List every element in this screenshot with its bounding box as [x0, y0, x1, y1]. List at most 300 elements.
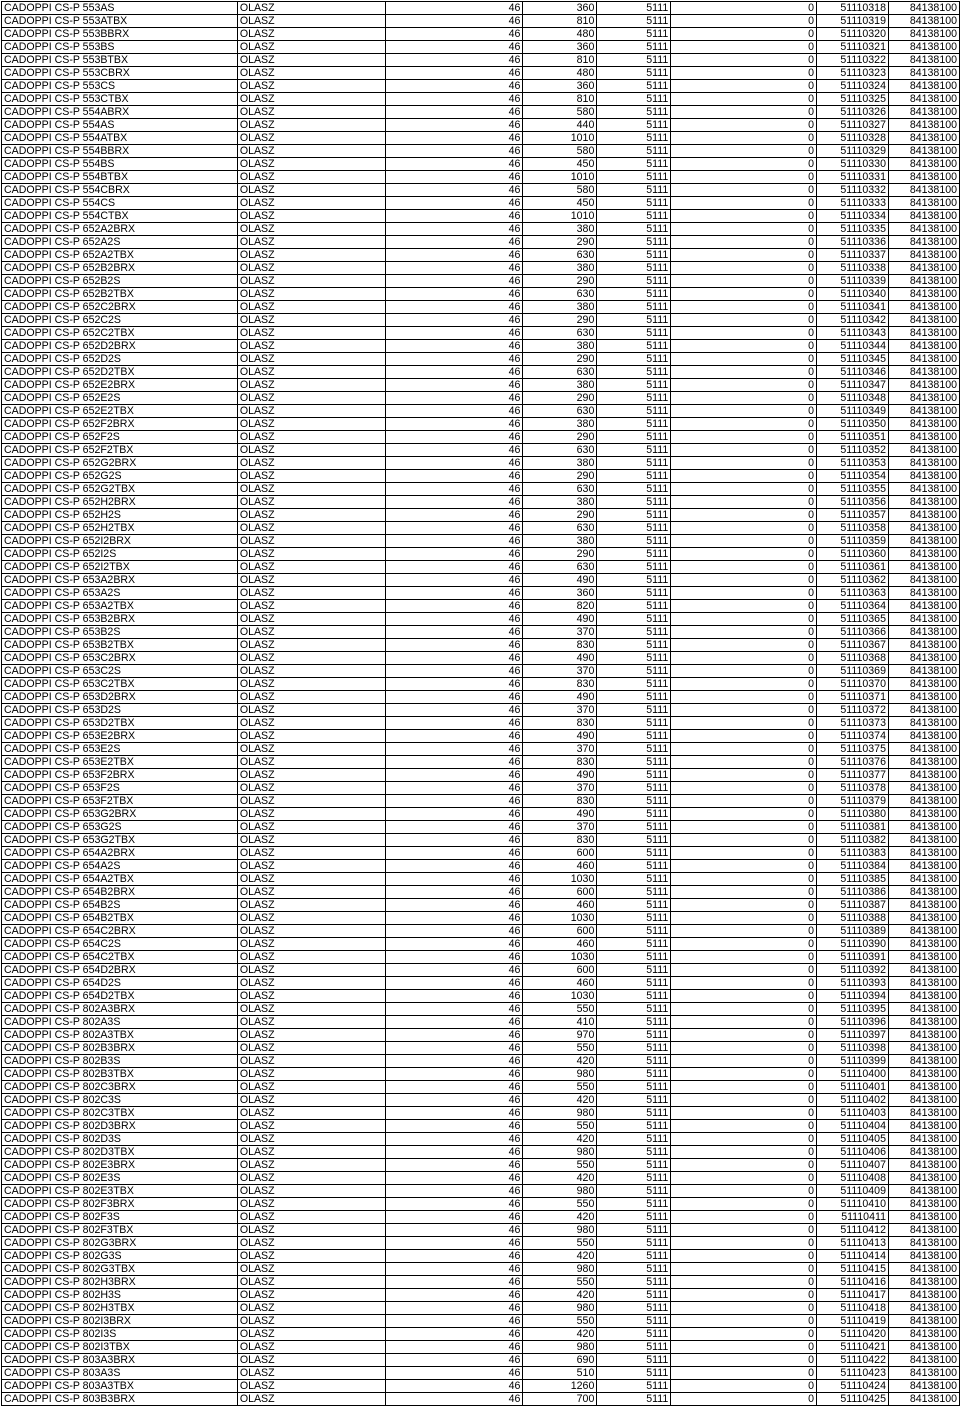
account-cell: 5111 — [597, 860, 671, 873]
account-cell: 5111 — [597, 1003, 671, 1016]
customs-code-cell: 84138100 — [888, 80, 959, 93]
article-number-cell: 51110415 — [817, 1263, 889, 1276]
quantity-cell: 490 — [523, 808, 597, 821]
table-row — [2, 340, 960, 353]
quantity-cell: 380 — [523, 262, 597, 275]
customs-code-cell: 84138100 — [888, 470, 959, 483]
customs-code-cell: 84138100 — [888, 990, 959, 1003]
origin-cell: OLASZ — [237, 236, 385, 249]
customs-code-cell: 84138100 — [888, 652, 959, 665]
product-name-cell: CADOPPI CS-P 802I3BRX — [2, 1315, 238, 1328]
table-row — [2, 626, 960, 639]
article-number-cell: 51110321 — [817, 41, 889, 54]
account-cell: 5111 — [597, 548, 671, 561]
code-cell: 46 — [385, 41, 523, 54]
zero-cell: 0 — [671, 509, 817, 522]
origin-cell: OLASZ — [237, 717, 385, 730]
product-name-cell: CADOPPI CS-P 802I3TBX — [2, 1341, 238, 1354]
quantity-cell: 630 — [523, 288, 597, 301]
quantity-cell: 290 — [523, 509, 597, 522]
quantity-cell: 1030 — [523, 951, 597, 964]
code-cell: 46 — [385, 886, 523, 899]
customs-code-cell: 84138100 — [888, 769, 959, 782]
customs-code-cell: 84138100 — [888, 119, 959, 132]
article-number-cell: 51110329 — [817, 145, 889, 158]
zero-cell: 0 — [671, 756, 817, 769]
article-number-cell: 51110399 — [817, 1055, 889, 1068]
code-cell: 46 — [385, 1302, 523, 1315]
account-cell: 5111 — [597, 1380, 671, 1393]
article-number-cell: 51110349 — [817, 405, 889, 418]
account-cell: 5111 — [597, 912, 671, 925]
article-number-cell: 51110408 — [817, 1172, 889, 1185]
article-number-cell: 51110389 — [817, 925, 889, 938]
customs-code-cell: 84138100 — [888, 210, 959, 223]
account-cell: 5111 — [597, 1146, 671, 1159]
product-name-cell: CADOPPI CS-P 802H3TBX — [2, 1302, 238, 1315]
account-cell: 5111 — [597, 561, 671, 574]
zero-cell: 0 — [671, 1341, 817, 1354]
table-row — [2, 925, 960, 938]
customs-code-cell: 84138100 — [888, 886, 959, 899]
quantity-cell: 630 — [523, 483, 597, 496]
zero-cell: 0 — [671, 1211, 817, 1224]
origin-cell: OLASZ — [237, 1055, 385, 1068]
account-cell: 5111 — [597, 106, 671, 119]
account-cell: 5111 — [597, 1068, 671, 1081]
product-name-cell: CADOPPI CS-P 553CBRX — [2, 67, 238, 80]
article-number-cell: 51110361 — [817, 561, 889, 574]
article-number-cell: 51110405 — [817, 1133, 889, 1146]
zero-cell: 0 — [671, 795, 817, 808]
account-cell: 5111 — [597, 704, 671, 717]
account-cell: 5111 — [597, 1094, 671, 1107]
table-row — [2, 1328, 960, 1341]
origin-cell: OLASZ — [237, 769, 385, 782]
quantity-cell: 380 — [523, 379, 597, 392]
origin-cell: OLASZ — [237, 795, 385, 808]
table-row — [2, 1120, 960, 1133]
customs-code-cell: 84138100 — [888, 782, 959, 795]
article-number-cell: 51110337 — [817, 249, 889, 262]
account-cell: 5111 — [597, 223, 671, 236]
zero-cell: 0 — [671, 418, 817, 431]
account-cell: 5111 — [597, 665, 671, 678]
code-cell: 46 — [385, 1185, 523, 1198]
quantity-cell: 550 — [523, 1120, 597, 1133]
product-name-cell: CADOPPI CS-P 652A2TBX — [2, 249, 238, 262]
customs-code-cell: 84138100 — [888, 41, 959, 54]
zero-cell: 0 — [671, 1042, 817, 1055]
customs-code-cell: 84138100 — [888, 327, 959, 340]
zero-cell: 0 — [671, 275, 817, 288]
code-cell: 46 — [385, 600, 523, 613]
account-cell: 5111 — [597, 418, 671, 431]
article-number-cell: 51110336 — [817, 236, 889, 249]
product-name-cell: CADOPPI CS-P 654D2TBX — [2, 990, 238, 1003]
origin-cell: OLASZ — [237, 379, 385, 392]
table-row — [2, 483, 960, 496]
quantity-cell: 630 — [523, 522, 597, 535]
code-cell: 46 — [385, 730, 523, 743]
origin-cell: OLASZ — [237, 626, 385, 639]
article-number-cell: 51110366 — [817, 626, 889, 639]
code-cell: 46 — [385, 1081, 523, 1094]
customs-code-cell: 84138100 — [888, 509, 959, 522]
table-row — [2, 665, 960, 678]
article-number-cell: 51110402 — [817, 1094, 889, 1107]
code-cell: 46 — [385, 1380, 523, 1393]
origin-cell: OLASZ — [237, 106, 385, 119]
product-name-cell: CADOPPI CS-P 652A2S — [2, 236, 238, 249]
table-row — [2, 535, 960, 548]
origin-cell: OLASZ — [237, 1120, 385, 1133]
product-name-cell: CADOPPI CS-P 654C2S — [2, 938, 238, 951]
origin-cell: OLASZ — [237, 912, 385, 925]
zero-cell: 0 — [671, 1081, 817, 1094]
code-cell: 46 — [385, 54, 523, 67]
zero-cell: 0 — [671, 41, 817, 54]
table-row — [2, 821, 960, 834]
article-number-cell: 51110373 — [817, 717, 889, 730]
zero-cell: 0 — [671, 340, 817, 353]
table-row — [2, 1003, 960, 1016]
origin-cell: OLASZ — [237, 548, 385, 561]
origin-cell: OLASZ — [237, 561, 385, 574]
origin-cell: OLASZ — [237, 418, 385, 431]
product-name-cell: CADOPPI CS-P 652B2S — [2, 275, 238, 288]
table-row — [2, 886, 960, 899]
table-row — [2, 1315, 960, 1328]
zero-cell: 0 — [671, 1276, 817, 1289]
quantity-cell: 580 — [523, 184, 597, 197]
zero-cell: 0 — [671, 1289, 817, 1302]
origin-cell: OLASZ — [237, 405, 385, 418]
zero-cell: 0 — [671, 1302, 817, 1315]
product-name-cell: CADOPPI CS-P 654D2S — [2, 977, 238, 990]
origin-cell: OLASZ — [237, 158, 385, 171]
origin-cell: OLASZ — [237, 80, 385, 93]
product-name-cell: CADOPPI CS-P 802C3TBX — [2, 1107, 238, 1120]
product-name-cell: CADOPPI CS-P 653C2BRX — [2, 652, 238, 665]
code-cell: 46 — [385, 1263, 523, 1276]
account-cell: 5111 — [597, 821, 671, 834]
product-name-cell: CADOPPI CS-P 653D2S — [2, 704, 238, 717]
quantity-cell: 370 — [523, 821, 597, 834]
origin-cell: OLASZ — [237, 522, 385, 535]
zero-cell: 0 — [671, 626, 817, 639]
quantity-cell: 630 — [523, 444, 597, 457]
article-number-cell: 51110423 — [817, 1367, 889, 1380]
product-name-cell: CADOPPI CS-P 554CTBX — [2, 210, 238, 223]
quantity-cell: 490 — [523, 574, 597, 587]
product-name-cell: CADOPPI CS-P 652A2BRX — [2, 223, 238, 236]
code-cell: 46 — [385, 2, 523, 15]
table-row — [2, 704, 960, 717]
quantity-cell: 630 — [523, 561, 597, 574]
quantity-cell: 830 — [523, 678, 597, 691]
article-number-cell: 51110352 — [817, 444, 889, 457]
table-row — [2, 1107, 960, 1120]
product-name-cell: CADOPPI CS-P 553BBRX — [2, 28, 238, 41]
customs-code-cell: 84138100 — [888, 1211, 959, 1224]
account-cell: 5111 — [597, 431, 671, 444]
code-cell: 46 — [385, 197, 523, 210]
customs-code-cell: 84138100 — [888, 366, 959, 379]
origin-cell: OLASZ — [237, 288, 385, 301]
product-name-cell: CADOPPI CS-P 652H2S — [2, 509, 238, 522]
quantity-cell: 460 — [523, 938, 597, 951]
code-cell: 46 — [385, 938, 523, 951]
table-row — [2, 301, 960, 314]
zero-cell: 0 — [671, 808, 817, 821]
product-name-cell: CADOPPI CS-P 653F2S — [2, 782, 238, 795]
customs-code-cell: 84138100 — [888, 184, 959, 197]
product-name-cell: CADOPPI CS-P 652I2TBX — [2, 561, 238, 574]
origin-cell: OLASZ — [237, 1276, 385, 1289]
origin-cell: OLASZ — [237, 1068, 385, 1081]
customs-code-cell: 84138100 — [888, 587, 959, 600]
zero-cell: 0 — [671, 873, 817, 886]
table-row — [2, 132, 960, 145]
customs-code-cell: 84138100 — [888, 912, 959, 925]
origin-cell: OLASZ — [237, 756, 385, 769]
product-name-cell: CADOPPI CS-P 652E2BRX — [2, 379, 238, 392]
code-cell: 46 — [385, 899, 523, 912]
customs-code-cell: 84138100 — [888, 1302, 959, 1315]
origin-cell: OLASZ — [237, 639, 385, 652]
account-cell: 5111 — [597, 80, 671, 93]
quantity-cell: 360 — [523, 2, 597, 15]
zero-cell: 0 — [671, 860, 817, 873]
product-name-cell: CADOPPI CS-P 652G2S — [2, 470, 238, 483]
code-cell: 46 — [385, 158, 523, 171]
code-cell: 46 — [385, 431, 523, 444]
origin-cell: OLASZ — [237, 145, 385, 158]
customs-code-cell: 84138100 — [888, 1081, 959, 1094]
zero-cell: 0 — [671, 28, 817, 41]
quantity-cell: 550 — [523, 1081, 597, 1094]
quantity-cell: 580 — [523, 106, 597, 119]
product-name-cell: CADOPPI CS-P 802G3S — [2, 1250, 238, 1263]
zero-cell: 0 — [671, 743, 817, 756]
table-row — [2, 1068, 960, 1081]
quantity-cell: 980 — [523, 1302, 597, 1315]
customs-code-cell: 84138100 — [888, 379, 959, 392]
quantity-cell: 490 — [523, 652, 597, 665]
customs-code-cell: 84138100 — [888, 873, 959, 886]
article-number-cell: 51110331 — [817, 171, 889, 184]
account-cell: 5111 — [597, 171, 671, 184]
product-name-cell: CADOPPI CS-P 802H3S — [2, 1289, 238, 1302]
quantity-cell: 1010 — [523, 171, 597, 184]
article-number-cell: 51110350 — [817, 418, 889, 431]
table-row — [2, 67, 960, 80]
table-row — [2, 1016, 960, 1029]
table-row — [2, 1133, 960, 1146]
quantity-cell: 510 — [523, 1367, 597, 1380]
customs-code-cell: 84138100 — [888, 1315, 959, 1328]
customs-code-cell: 84138100 — [888, 548, 959, 561]
zero-cell: 0 — [671, 1029, 817, 1042]
zero-cell: 0 — [671, 301, 817, 314]
zero-cell: 0 — [671, 561, 817, 574]
article-number-cell: 51110372 — [817, 704, 889, 717]
zero-cell: 0 — [671, 1172, 817, 1185]
article-number-cell: 51110345 — [817, 353, 889, 366]
product-name-cell: CADOPPI CS-P 554CS — [2, 197, 238, 210]
product-name-cell: CADOPPI CS-P 653A2S — [2, 587, 238, 600]
quantity-cell: 290 — [523, 353, 597, 366]
code-cell: 46 — [385, 353, 523, 366]
zero-cell: 0 — [671, 847, 817, 860]
code-cell: 46 — [385, 756, 523, 769]
article-number-cell: 51110363 — [817, 587, 889, 600]
account-cell: 5111 — [597, 782, 671, 795]
code-cell: 46 — [385, 951, 523, 964]
zero-cell: 0 — [671, 730, 817, 743]
customs-code-cell: 84138100 — [888, 756, 959, 769]
table-row — [2, 80, 960, 93]
account-cell: 5111 — [597, 15, 671, 28]
table-row — [2, 743, 960, 756]
customs-code-cell: 84138100 — [888, 821, 959, 834]
code-cell: 46 — [385, 1055, 523, 1068]
quantity-cell: 1030 — [523, 990, 597, 1003]
customs-code-cell: 84138100 — [888, 626, 959, 639]
origin-cell: OLASZ — [237, 1133, 385, 1146]
product-name-cell: CADOPPI CS-P 654B2TBX — [2, 912, 238, 925]
account-cell: 5111 — [597, 392, 671, 405]
customs-code-cell: 84138100 — [888, 54, 959, 67]
origin-cell: OLASZ — [237, 613, 385, 626]
quantity-cell: 600 — [523, 886, 597, 899]
code-cell: 46 — [385, 1341, 523, 1354]
account-cell: 5111 — [597, 288, 671, 301]
table-row — [2, 808, 960, 821]
table-row — [2, 275, 960, 288]
quantity-cell: 290 — [523, 548, 597, 561]
customs-code-cell: 84138100 — [888, 925, 959, 938]
quantity-cell: 820 — [523, 600, 597, 613]
customs-code-cell: 84138100 — [888, 1055, 959, 1068]
origin-cell: OLASZ — [237, 275, 385, 288]
table-row — [2, 1250, 960, 1263]
zero-cell: 0 — [671, 1055, 817, 1068]
code-cell: 46 — [385, 769, 523, 782]
table-row — [2, 1224, 960, 1237]
zero-cell: 0 — [671, 834, 817, 847]
zero-cell: 0 — [671, 548, 817, 561]
product-name-cell: CADOPPI CS-P 803A3BRX — [2, 1354, 238, 1367]
product-name-cell: CADOPPI CS-P 802D3TBX — [2, 1146, 238, 1159]
customs-code-cell: 84138100 — [888, 444, 959, 457]
article-number-cell: 51110322 — [817, 54, 889, 67]
zero-cell: 0 — [671, 964, 817, 977]
account-cell: 5111 — [597, 470, 671, 483]
table-row — [2, 223, 960, 236]
customs-code-cell: 84138100 — [888, 392, 959, 405]
code-cell: 46 — [385, 457, 523, 470]
quantity-cell: 980 — [523, 1146, 597, 1159]
product-name-cell: CADOPPI CS-P 652F2TBX — [2, 444, 238, 457]
quantity-cell: 550 — [523, 1276, 597, 1289]
quantity-cell: 420 — [523, 1328, 597, 1341]
zero-cell: 0 — [671, 1016, 817, 1029]
quantity-cell: 420 — [523, 1250, 597, 1263]
product-name-cell: CADOPPI CS-P 653B2BRX — [2, 613, 238, 626]
table-row — [2, 964, 960, 977]
account-cell: 5111 — [597, 496, 671, 509]
zero-cell: 0 — [671, 483, 817, 496]
table-row — [2, 418, 960, 431]
customs-code-cell: 84138100 — [888, 15, 959, 28]
quantity-cell: 420 — [523, 1289, 597, 1302]
quantity-cell: 1030 — [523, 873, 597, 886]
quantity-cell: 550 — [523, 1315, 597, 1328]
account-cell: 5111 — [597, 1042, 671, 1055]
article-number-cell: 51110417 — [817, 1289, 889, 1302]
customs-code-cell: 84138100 — [888, 314, 959, 327]
product-name-cell: CADOPPI CS-P 654A2TBX — [2, 873, 238, 886]
account-cell: 5111 — [597, 1393, 671, 1406]
product-name-cell: CADOPPI CS-P 554BBRX — [2, 145, 238, 158]
article-number-cell: 51110341 — [817, 301, 889, 314]
account-cell: 5111 — [597, 314, 671, 327]
quantity-cell: 550 — [523, 1003, 597, 1016]
account-cell: 5111 — [597, 1133, 671, 1146]
account-cell: 5111 — [597, 1211, 671, 1224]
account-cell: 5111 — [597, 1341, 671, 1354]
code-cell: 46 — [385, 1393, 523, 1406]
article-number-cell: 51110421 — [817, 1341, 889, 1354]
customs-code-cell: 84138100 — [888, 704, 959, 717]
account-cell: 5111 — [597, 639, 671, 652]
article-number-cell: 51110324 — [817, 80, 889, 93]
zero-cell: 0 — [671, 1068, 817, 1081]
article-number-cell: 51110388 — [817, 912, 889, 925]
article-number-cell: 51110424 — [817, 1380, 889, 1393]
quantity-cell: 830 — [523, 795, 597, 808]
origin-cell: OLASZ — [237, 392, 385, 405]
zero-cell: 0 — [671, 1263, 817, 1276]
quantity-cell: 420 — [523, 1211, 597, 1224]
table-row — [2, 197, 960, 210]
product-name-cell: CADOPPI CS-P 653E2S — [2, 743, 238, 756]
account-cell: 5111 — [597, 275, 671, 288]
code-cell: 46 — [385, 1003, 523, 1016]
article-number-cell: 51110381 — [817, 821, 889, 834]
origin-cell: OLASZ — [237, 340, 385, 353]
article-number-cell: 51110410 — [817, 1198, 889, 1211]
quantity-cell: 830 — [523, 834, 597, 847]
table-row — [2, 106, 960, 119]
article-number-cell: 51110422 — [817, 1354, 889, 1367]
zero-cell: 0 — [671, 223, 817, 236]
table-row — [2, 613, 960, 626]
zero-cell: 0 — [671, 990, 817, 1003]
quantity-cell: 630 — [523, 366, 597, 379]
quantity-cell: 290 — [523, 392, 597, 405]
table-row — [2, 1211, 960, 1224]
account-cell: 5111 — [597, 54, 671, 67]
quantity-cell: 370 — [523, 704, 597, 717]
quantity-cell: 290 — [523, 275, 597, 288]
code-cell: 46 — [385, 301, 523, 314]
product-name-cell: CADOPPI CS-P 653G2BRX — [2, 808, 238, 821]
origin-cell: OLASZ — [237, 938, 385, 951]
table-row — [2, 1055, 960, 1068]
